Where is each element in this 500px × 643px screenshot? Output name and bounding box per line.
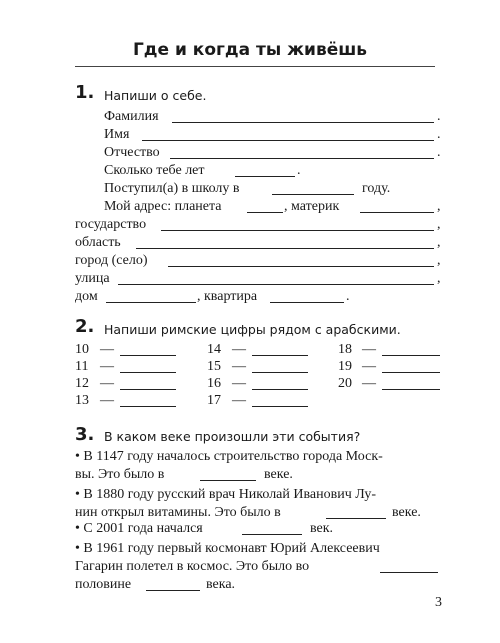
event3-suffix: век.	[310, 521, 334, 536]
dash: —	[362, 359, 376, 374]
bullet: •	[75, 541, 80, 556]
name-blank[interactable]	[142, 139, 434, 141]
street-blank[interactable]	[118, 283, 434, 285]
state-label: государство	[75, 217, 147, 232]
roman-blank-14[interactable]	[252, 354, 308, 356]
age-blank[interactable]	[235, 175, 295, 177]
surname-row	[104, 108, 159, 126]
event3-line	[75, 520, 203, 538]
event1-century-blank[interactable]	[200, 479, 256, 481]
dash: —	[100, 376, 114, 391]
dash: —	[100, 342, 114, 357]
arabic-17: 17	[207, 393, 221, 408]
patronymic-label: Отчество	[104, 145, 160, 160]
roman-blank-12[interactable]	[120, 388, 176, 390]
school-label: Поступил(а) в школу в	[104, 181, 240, 196]
page-number: 3	[435, 595, 442, 610]
bullet: •	[75, 487, 80, 502]
task3-number: 3.	[75, 424, 95, 445]
state-blank[interactable]	[161, 229, 434, 231]
name-label: Имя	[104, 127, 130, 142]
task2-instruction: Напиши римские цифры рядом с арабскими.	[104, 322, 401, 337]
apartment-blank[interactable]	[270, 301, 344, 303]
task2-number: 2.	[75, 316, 95, 337]
arabic-14: 14	[207, 342, 221, 357]
title-underline	[75, 66, 435, 67]
event4-line2: Гагарин полетел в космос. Это было во	[75, 559, 310, 574]
roman-blank-16[interactable]	[252, 388, 308, 390]
arabic-13: 13	[75, 393, 89, 408]
dash: —	[100, 393, 114, 408]
roman-blank-18[interactable]	[382, 354, 440, 356]
roman-blank-10[interactable]	[120, 354, 176, 356]
page-title: Где и когда ты живёшь	[132, 40, 368, 60]
event2-text: В 1880 году русский врач Николай Иванович Лу-	[83, 487, 377, 502]
age-label: Сколько тебе лет	[104, 163, 205, 178]
street-label: улица	[75, 271, 110, 286]
event2-suffix: веке.	[392, 505, 421, 520]
event4-line3: половине	[75, 577, 132, 592]
dash: —	[232, 393, 246, 408]
name-dot: .	[437, 127, 441, 142]
surname-blank[interactable]	[172, 121, 434, 123]
arabic-20: 20	[338, 376, 352, 391]
event2-line1	[75, 486, 376, 504]
roman-blank-20[interactable]	[382, 388, 440, 390]
city-comma: ,	[437, 253, 441, 268]
planet-blank[interactable]	[247, 211, 283, 213]
arabic-15: 15	[207, 359, 221, 374]
arabic-19: 19	[338, 359, 352, 374]
surname-label: Фамилия	[104, 109, 159, 124]
street-comma: ,	[437, 271, 441, 286]
address-label: Мой адрес: планета	[104, 199, 222, 214]
patronymic-blank[interactable]	[170, 157, 434, 159]
task3-instruction: В каком веке произошли эти события?	[104, 429, 361, 444]
roman-blank-15[interactable]	[252, 371, 308, 373]
region-blank[interactable]	[136, 247, 434, 249]
task1-number: 1.	[75, 82, 95, 103]
city-label: город (село)	[75, 253, 148, 268]
state-comma: ,	[437, 217, 441, 232]
arabic-10: 10	[75, 342, 89, 357]
event3-century-blank[interactable]	[242, 533, 302, 535]
school-year-blank[interactable]	[272, 193, 354, 195]
bullet: •	[75, 449, 80, 464]
apartment-dot: .	[346, 289, 350, 304]
roman-blank-19[interactable]	[382, 371, 440, 373]
continent-comma: ,	[437, 199, 441, 214]
dash: —	[232, 342, 246, 357]
event4-line1	[75, 540, 380, 558]
school-year-suffix: году.	[362, 181, 391, 196]
event2-century-blank[interactable]	[326, 517, 386, 519]
event1-line2: вы. Это было в	[75, 467, 165, 482]
event4-suffix: века.	[206, 577, 236, 592]
event2-line2: нин открыл витамины. Это было в	[75, 505, 281, 520]
event3-text: С 2001 года начался	[83, 521, 203, 536]
roman-blank-13[interactable]	[120, 405, 176, 407]
dash: —	[362, 342, 376, 357]
event4-century-blank[interactable]	[146, 589, 200, 591]
arabic-18: 18	[338, 342, 352, 357]
roman-blank-17[interactable]	[252, 405, 308, 407]
arabic-11: 11	[75, 359, 89, 374]
event1-suffix: веке.	[264, 467, 293, 482]
age-dot: .	[297, 163, 301, 178]
bullet: •	[75, 521, 80, 536]
region-label: область	[75, 235, 121, 250]
event1-text: В 1147 году началось строительство города Моск-	[83, 449, 383, 464]
surname-dot: .	[437, 109, 441, 124]
event4-half-blank[interactable]	[380, 571, 438, 573]
arabic-12: 12	[75, 376, 89, 391]
dash: —	[362, 376, 376, 391]
event4-text: В 1961 году первый космонавт Юрий Алексеевич	[83, 541, 380, 556]
arabic-16: 16	[207, 376, 221, 391]
dash: —	[100, 359, 114, 374]
event1-line1	[75, 448, 383, 466]
house-blank[interactable]	[106, 301, 196, 303]
dash: —	[232, 376, 246, 391]
house-label: дом	[75, 289, 98, 304]
region-comma: ,	[437, 235, 441, 250]
continent-blank[interactable]	[360, 211, 434, 213]
task1-instruction: Напиши о себе.	[104, 88, 207, 103]
continent-label: , материк	[284, 199, 340, 214]
city-blank[interactable]	[168, 265, 434, 267]
apartment-label: , квартира	[197, 289, 258, 304]
patronymic-dot: .	[437, 145, 441, 160]
roman-blank-11[interactable]	[120, 371, 176, 373]
dash: —	[232, 359, 246, 374]
